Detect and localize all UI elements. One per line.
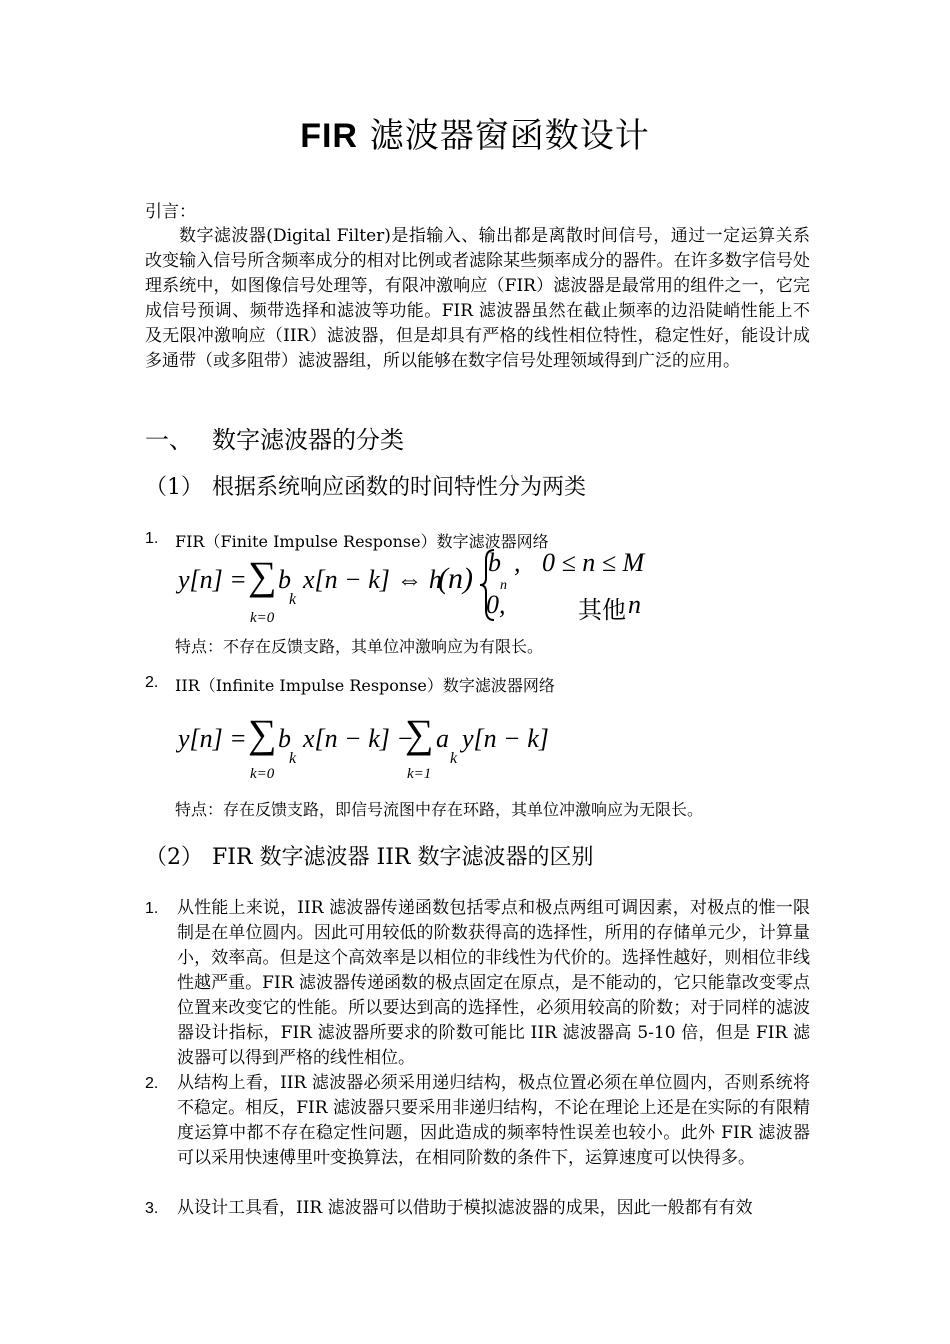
case1-b: b <box>488 548 501 577</box>
title-latin: FIR <box>300 117 358 155</box>
list-item <box>145 1071 810 1171</box>
sum-symbol: ∑ <box>248 553 277 598</box>
sum-symbol: ∑ <box>405 711 434 756</box>
subsection-title: FIR 数字滤波器 IIR 数字滤波器的区别 <box>212 845 594 870</box>
section-number: 一、 <box>145 426 193 454</box>
title-rest: 滤波器窗函数设计 <box>357 116 650 156</box>
sum-symbol: ∑ <box>248 711 277 756</box>
case2-val: 0, <box>486 590 506 619</box>
case1-comma: , <box>514 548 521 577</box>
formula-lhs: y[n] = <box>178 565 247 594</box>
sum-lower: k=0 <box>250 610 275 626</box>
case2-cond-n: n <box>628 590 641 619</box>
list-number: 1. <box>145 900 159 917</box>
subsection-title: 根据系统响应函数的时间特性分为两类 <box>212 475 587 500</box>
list-number: 2. <box>145 1075 159 1092</box>
list-item-label: IIR（Infinite Impulse Response）数字滤波器网络 <box>175 676 555 695</box>
sum-lower: k=1 <box>407 766 432 782</box>
list-item-text: 从性能上来说，IIR 滤波器传递函数包括零点和极点两组可调因素，对极点的惟一限制是在单位圆内。因此可用较低的阶数获得高的选择性，所用的存储单元少，计算量小，效率高。但是这个高效率是以相位的非线性为代价的。选择性越好，则相位非线性越严重。FIR 滤波器传递函数的极点固定在原点，是不能动的，它只能靠改变零点位置来改变它的性能。所以要达到高的选择性，必须用较高的阶数；对于同样的滤波器设计指标，FIR 滤波器所要求的阶数可能比 IIR 滤波器高 5-10 倍，但是 FIR 滤波器可以得到严格的线性相位。 <box>177 898 810 1068</box>
page-title <box>0 108 950 157</box>
case1-sub: n <box>500 578 507 593</box>
intro-label: 引言： <box>145 202 196 222</box>
list-item <box>145 896 810 1071</box>
list-item-text: 从结构上看，IIR 滤波器必须采用递归结构，极点位置必须在单位圆内，否则系统将不稳定。相反，FIR 滤波器只要采用非递归结构，不论在理论上还是在实际的有限精度运算中都不存在稳定性问题，因此造成的频率特性误差也较小。此外 FIR 滤波器可以采用快速傅里叶变换算法，在相同阶数的条件下，运算速度可以快得多。 <box>177 1073 810 1168</box>
subsection-number: （2） <box>145 845 203 870</box>
coef-sub: k <box>450 750 458 767</box>
formula-lhs: y[n] = <box>178 724 247 753</box>
list-number: 3. <box>145 1200 159 1217</box>
intro-body: 数字滤波器(Digital Filter)是指输入、输出都是离散时间信号，通过一定运算关系改变输入信号所含频率成分的相对比例或者滤除某些频率成分的器件。在许多数字信号处理系统中，如图像信号处理等，有限冲激响应（FIR）滤波器是最常用的组件之一，它完成信号预调、频带选择和滤波等功能。FIR 滤波器虽然在截止频率的边沿陡峭性能上不及无限冲激响应（IIR）滤波器，但是却具有严格的线性相位特性，稳定性好，能设计成多通带（或多阻带）滤波器组，所以能够在数字信号处理领域得到广泛的应用。 <box>145 226 810 371</box>
fir-note: 特点：不存在反馈支路，其单位冲激响应为有限长。 <box>175 637 544 656</box>
formula-mid: x[n − k] ⇔ h <box>303 565 442 594</box>
case1-cond: 0 ≤ n ≤ M <box>542 548 645 577</box>
coef-a: a <box>436 724 449 753</box>
section-title: 数字滤波器的分类 <box>212 426 404 454</box>
coef-b: b <box>278 565 291 594</box>
case2-cond-cn: 其他 <box>578 596 626 624</box>
subsection-number: （1） <box>145 475 203 500</box>
coef-sub: k <box>289 591 297 608</box>
list-number: 1. <box>145 530 159 547</box>
coef-b: b <box>278 724 291 753</box>
formula-mid: x[n − k] − <box>303 724 414 753</box>
list-item-text: 从设计工具看，IIR 滤波器可以借助于模拟滤波器的成果，因此一般都有有效 <box>177 1198 753 1218</box>
list-item-label: FIR（Finite Impulse Response）数字滤波器网络 <box>175 532 549 551</box>
list-number: 2. <box>145 674 159 691</box>
formula-end: y[n − k] <box>462 724 549 753</box>
list-item <box>145 1196 810 1221</box>
sum-lower: k=0 <box>250 766 275 782</box>
coef-sub: k <box>289 750 297 767</box>
iir-note: 特点：存在反馈支路，即信号流图中存在环路，其单位冲激响应为无限长。 <box>175 800 704 819</box>
formula-paren: (n) <box>438 562 473 595</box>
